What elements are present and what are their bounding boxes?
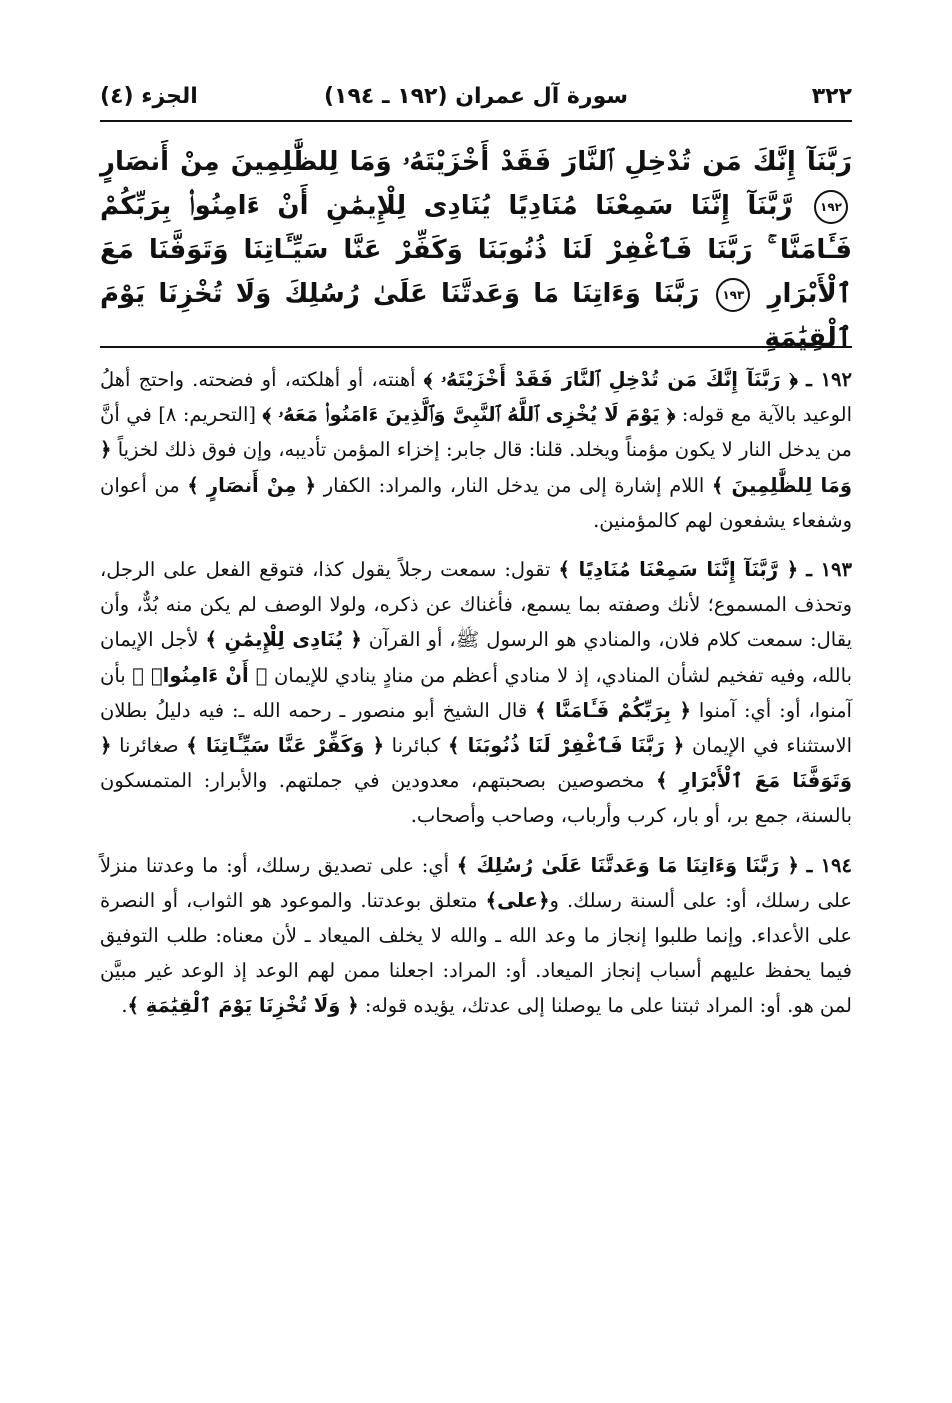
- commentary-text: اللام إشارة إلى من يدخل النار، والمراد: الكفار: [316, 473, 712, 497]
- commentary-text: تقول: سمعت رجلاً يقول كذا، فتوقع الفعل على الرجل، وتحذف المسموع؛ لأنك وصفته بما يسمع، فأغناك عن ذكره، ولولا الوصف لم يكن منه بُدٌّ، وأن يقال: سمعت كلام فلان، والمنادي هو الرسول ﷺ، أو القرآن: [100, 558, 853, 652]
- surah-title: سورة آل عمران (١٩٢ ـ ١٩٤): [323, 84, 629, 109]
- verse-number: ١٩٢ ـ: [806, 368, 852, 391]
- commentary-text: كبائرنا: [384, 734, 448, 758]
- commentary-text: لأجل الإيمان بالله، وفيه تفخيم لشأن المنادي، إذ لا منادي أعظم من منادٍ ينادي للإيمان: [100, 628, 852, 687]
- commentary-text: [التحريم: ٨] في أنَّ من يدخل النار لا يكون مؤمناً ويخلد. قلنا: قال جابر: إخزاء المؤمن تأديبه، وإن فوق ذلك لخزياً: [100, 403, 852, 462]
- commentary-text: بأن آمنوا، أو: أي: آمنوا: [100, 663, 852, 722]
- verse-number: ١٩٤ ـ: [806, 853, 852, 877]
- quran-quote: ﴿ وَلَا تُخْزِنَا يَوْمَ ٱلْقِيَٰمَةِ ﴾: [127, 994, 359, 1018]
- page-number: ٣٢٢: [811, 84, 852, 109]
- quran-quote: ﴿على﴾: [485, 888, 550, 912]
- commentary-text: من أعوان وشفعاء يشفعون لهم كالمؤمنين.: [100, 473, 852, 532]
- quran-quote: ﴿ بِرَبِّكُمْ فَـَٔامَنَّا ﴾: [535, 698, 691, 722]
- commentary-text: قال الشيخ أبو منصور ـ رحمه الله ـ: فيه دليلُ بطلان الاستثناء في الإيمان: [100, 698, 853, 758]
- quran-verses: [100, 140, 852, 360]
- commentary-paragraph-192: [100, 362, 852, 538]
- quran-quote: ﴿ مِنْ أَنصَارٍ ﴾: [187, 473, 317, 497]
- quran-quote: ﴿ رَبَّنَا فَٱغْفِرْ لَنَا ذُنُوبَنَا ﴾: [448, 734, 685, 758]
- commentary-text: .: [121, 994, 128, 1018]
- quran-quote: ﴿ يَوْمَ لَا يُخْزِى ٱللَّهُ ٱلنَّبِىَّ وَٱلَّذِينَ ءَامَنُوا۟ مَعَهُۥ ﴾: [262, 403, 676, 427]
- quran-quote: ﴿ أَنْ ءَامِنُوا۟ ﴾: [132, 663, 268, 687]
- commentary-text: أي: على تصديق رسلك، أو: ما وعدتنا منزلاً على رسلك، أو: على ألسنة رسلك. و: [100, 853, 853, 912]
- verse-192-marker: ١٩٢: [814, 190, 848, 224]
- commentary-paragraph-194: [100, 848, 852, 1024]
- quran-quote: ﴿ رَبَّنَآ إِنَّكَ مَن تُدْخِلِ ٱلنَّارَ فَقَدْ أَخْزَيْتَهُۥ ﴾: [423, 368, 798, 391]
- quran-quote: ﴿ وَكَفِّرْ عَنَّا سَيِّـَٔاتِنَا ﴾: [186, 734, 385, 758]
- commentary-text: أهنته، أو أهلكته، أو فضحته. واحتج أهلُ الوعيد بالآية مع قوله:: [100, 368, 852, 427]
- quran-quote: ﴿ رَبَّنَا وَءَاتِنَا مَا وَعَدتَّنَا عَلَىٰ رُسُلِكَ ﴾: [456, 853, 799, 877]
- quran-quote: ﴿ رَّبَّنَآ إِنَّنَا سَمِعْنَا مُنَادِيًا ﴾: [558, 558, 799, 582]
- commentary-text: متعلق بوعدتنا. والموعود هو الثواب، أو النصرة على الأعداء. وإنما طلبوا إنجاز ما وعد الله ـ والله لا يخلف الميعاد ـ لأن معناه: طلب التوفيق فيما يحفظ عليهم أسباب إنجاز الميعاد. أو: المراد: اجعلنا ممن لهم الوعد إذ الوعد غير مبيَّن لمن هو. أو: المراد ثبتنا على ما يوصلنا إلى عدتك، يؤيده قوله:: [100, 888, 852, 1018]
- verse-193-text: رَّبَّنَآ إِنَّنَا سَمِعْنَا مُنَادِيًا يُنَادِى لِلْإِيمَٰنِ أَنْ ءَامِنُوا۟ بِرَبِّكُمْ فَـَٔامَنَّا ۚ رَبَّنَا فَٱغْفِرْ لَنَا ذُنُوبَنَا وَكَفِّرْ عَنَّا سَيِّـَٔاتِنَا وَتَوَفَّنَا مَعَ ٱلْأَبْرَارِ: [100, 191, 852, 309]
- commentary-paragraph-193: [100, 552, 852, 834]
- quran-quote: ﴿ وَمَا لِلظَّٰلِمِينَ ﴾: [100, 438, 853, 497]
- juz-label: الجزء (٤): [100, 84, 198, 109]
- verse-193-marker: ١٩٣: [716, 278, 750, 312]
- verse-194-text: رَبَّنَا وَءَاتِنَا مَا وَعَدتَّنَا عَلَىٰ رُسُلِكَ وَلَا تُخْزِنَا يَوْمَ ٱلْقِيَٰمَةِ: [100, 279, 852, 353]
- page-header: [100, 78, 852, 122]
- tafsir-commentary: [100, 362, 852, 1024]
- quran-quote: ﴿ وَتَوَفَّنَا مَعَ ٱلْأَبْرَارِ ﴾: [100, 734, 852, 793]
- section-divider: [100, 346, 852, 348]
- commentary-text: مخصوصين بصحبتهم، معدودين في جملتهم. والأبرار: المتمسكون بالسنة، جمع بر، أو بار، كرب وأرباب، وصاحب وأصحاب.: [100, 769, 852, 828]
- verse-192-text: رَبَّنَآ إِنَّكَ مَن تُدْخِلِ ٱلنَّارَ فَقَدْ أَخْزَيْتَهُۥ وَمَا لِلظَّٰلِمِينَ مِنْ أَنصَارٍ: [100, 147, 852, 177]
- quran-quote: ﴿ يُنَادِى لِلْإِيمَٰنِ ﴾: [205, 628, 362, 652]
- verse-number: ١٩٣ ـ: [806, 558, 852, 582]
- commentary-text: صغائرنا: [111, 734, 187, 758]
